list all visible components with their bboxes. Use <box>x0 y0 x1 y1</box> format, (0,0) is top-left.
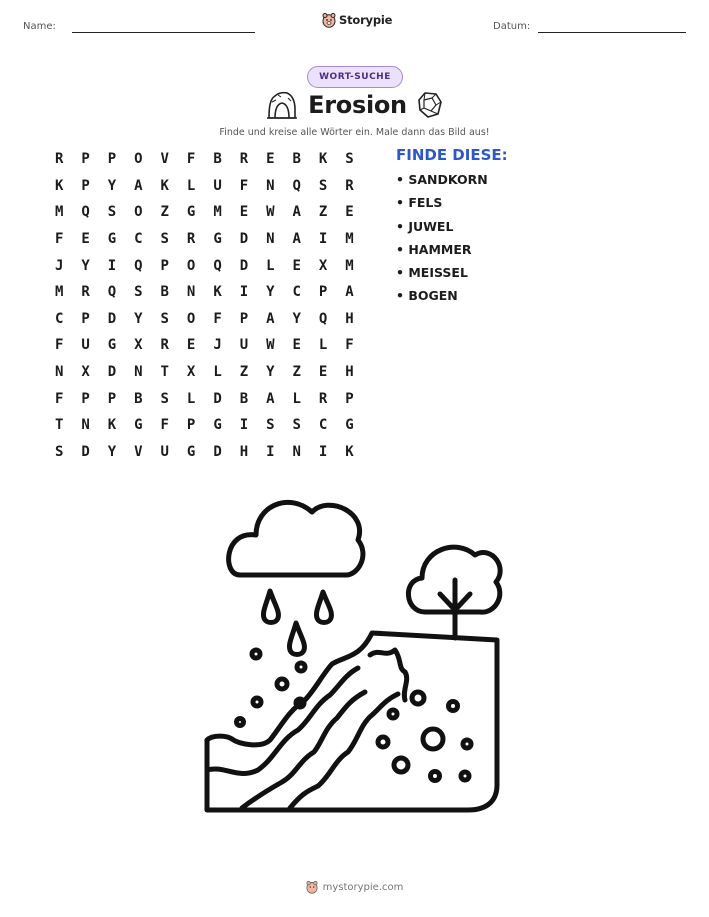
grid-letter[interactable]: D <box>107 364 117 381</box>
grid-letter[interactable]: B <box>160 284 169 301</box>
grid-letter[interactable]: R <box>160 337 169 354</box>
cloud-shape <box>229 502 363 575</box>
grid-letter[interactable]: F <box>239 177 249 194</box>
grid-letter[interactable]: L <box>213 364 222 381</box>
rock-arch-icon <box>266 90 298 120</box>
grid-letter[interactable]: W <box>266 337 275 354</box>
grid-letter[interactable]: I <box>239 284 249 301</box>
footer <box>0 880 709 894</box>
grid-letter[interactable]: P <box>81 177 90 194</box>
grid-letter[interactable]: D <box>213 443 222 460</box>
grid-letter[interactable]: N <box>292 443 301 460</box>
grid-letter[interactable]: B <box>213 151 222 168</box>
grid-letter[interactable]: H <box>345 364 354 381</box>
grid-letter[interactable]: F <box>186 151 196 168</box>
grid-letter[interactable]: L <box>292 390 301 407</box>
grid-letter[interactable]: S <box>54 443 64 460</box>
grid-letter[interactable]: M <box>54 204 64 221</box>
grid-letter[interactable]: B <box>239 390 249 407</box>
grid-letter[interactable]: P <box>81 151 90 168</box>
find-title: FINDE DIESE: <box>396 146 508 164</box>
grid-letter[interactable]: Z <box>292 364 301 381</box>
word-search-tag: WORT-SUCHE <box>307 66 403 88</box>
word-item: • SANDKORN <box>396 172 488 187</box>
grid-letter[interactable]: E <box>292 257 301 274</box>
grid-letter[interactable]: M <box>345 257 354 274</box>
grid-letter[interactable]: F <box>54 390 64 407</box>
grid-letter[interactable]: E <box>292 337 301 354</box>
grid-letter[interactable]: D <box>107 310 117 327</box>
grid-letter[interactable]: G <box>134 417 143 434</box>
grid-letter[interactable]: C <box>292 284 301 301</box>
grid-letter[interactable]: A <box>266 390 275 407</box>
grid-letter[interactable]: P <box>107 390 117 407</box>
grid-letter[interactable]: N <box>134 364 143 381</box>
grid-letter[interactable]: Q <box>107 284 117 301</box>
grid-letter[interactable]: Q <box>213 257 222 274</box>
grid-letter[interactable]: F <box>54 231 64 248</box>
grid-letter[interactable]: M <box>345 231 354 248</box>
word-item: • JUWEL <box>396 218 454 234</box>
grid-letter[interactable]: G <box>107 337 117 354</box>
grid-letter[interactable]: E <box>266 151 275 168</box>
grid-letter[interactable]: Y <box>107 177 117 194</box>
brand-name: Storypie <box>339 13 393 27</box>
grid-letter[interactable]: N <box>81 417 90 434</box>
grid-letter[interactable]: G <box>186 204 196 221</box>
grid-letter[interactable]: C <box>134 231 143 248</box>
grid-letter[interactable]: D <box>213 390 222 407</box>
erosion-illustration[interactable] <box>200 492 510 822</box>
cliff-outline <box>207 633 497 810</box>
grid-letter[interactable]: P <box>81 390 90 407</box>
raindrop <box>316 592 331 623</box>
grid-letter[interactable]: Z <box>160 204 169 221</box>
grid-letter[interactable]: Y <box>107 443 117 460</box>
grid-letter[interactable]: X <box>186 364 196 381</box>
grid-letter[interactable]: O <box>134 204 143 221</box>
grid-letter[interactable]: F <box>54 337 64 354</box>
raindrop <box>289 623 304 655</box>
grid-letter[interactable]: A <box>134 177 143 194</box>
letter-grid <box>46 146 363 465</box>
grid-letter[interactable]: H <box>345 310 354 327</box>
grid-letter[interactable]: R <box>239 151 249 168</box>
grid-letter[interactable]: A <box>292 231 301 248</box>
grid-letter[interactable]: K <box>318 151 328 168</box>
grid-letter[interactable]: E <box>186 337 196 354</box>
grid-letter[interactable]: F <box>345 337 354 354</box>
grid-letter[interactable]: T <box>54 417 64 434</box>
word-item: • HAMMER <box>396 241 472 257</box>
grid-letter[interactable]: A <box>292 204 301 221</box>
grid-letter[interactable]: G <box>213 417 222 434</box>
grid-letter[interactable]: P <box>107 151 117 168</box>
grid-letter[interactable]: E <box>345 204 354 221</box>
grid-letter[interactable]: K <box>160 177 169 194</box>
grid-letter[interactable]: G <box>345 417 354 434</box>
grid-letter[interactable]: T <box>160 364 169 381</box>
grid-letter[interactable]: N <box>186 284 196 301</box>
grid-letter[interactable]: R <box>54 151 64 168</box>
grid-letter[interactable]: X <box>134 337 143 354</box>
grid-letter[interactable]: B <box>292 151 301 168</box>
grid-letter[interactable]: Q <box>81 204 90 221</box>
grid-letter[interactable]: I <box>239 417 249 434</box>
grid-letter[interactable]: K <box>213 284 222 301</box>
grid-letter[interactable]: B <box>134 390 143 407</box>
grid-letter[interactable]: R <box>186 231 196 248</box>
grid-letter[interactable]: Y <box>292 310 301 327</box>
name-line[interactable] <box>72 32 255 33</box>
word-item: • BOGEN <box>396 288 458 304</box>
grid-letter[interactable]: U <box>81 337 90 354</box>
grid-letter[interactable]: L <box>186 390 196 407</box>
storypie-mascot-icon <box>306 880 318 894</box>
grid-letter[interactable]: L <box>266 257 275 274</box>
grid-letter[interactable]: E <box>318 364 328 381</box>
cliff-crack <box>370 650 407 700</box>
grid-letter[interactable]: S <box>345 151 354 168</box>
grid-letter[interactable]: S <box>292 417 301 434</box>
grid-letter[interactable]: Y <box>266 284 275 301</box>
grid-letter[interactable]: F <box>160 417 169 434</box>
grid-letter[interactable]: K <box>107 417 117 434</box>
grid-letter[interactable]: R <box>345 177 354 194</box>
grid-letter[interactable]: I <box>266 443 275 460</box>
grid-letter[interactable]: S <box>134 284 143 301</box>
grid-letter[interactable]: P <box>318 284 328 301</box>
grid-letter[interactable]: L <box>318 337 328 354</box>
grid-letter[interactable]: Y <box>266 364 275 381</box>
tree-trunk <box>440 580 470 638</box>
page-title: Erosion <box>308 91 407 119</box>
grid-letter[interactable]: X <box>81 364 90 381</box>
grid-letter[interactable]: P <box>186 417 196 434</box>
brand-logo <box>322 12 392 28</box>
word-item: • MEISSEL <box>396 265 468 281</box>
grid-letter[interactable]: P <box>81 310 90 327</box>
grid-letter[interactable]: W <box>266 204 275 221</box>
grid-letter[interactable]: J <box>54 257 64 274</box>
grid-letter[interactable]: Q <box>292 177 301 194</box>
grid-letter[interactable]: C <box>54 310 64 327</box>
name-label: Name: <box>23 21 56 32</box>
grid-letter[interactable]: U <box>213 177 222 194</box>
grid-letter[interactable]: Z <box>239 364 249 381</box>
grid-letter[interactable]: R <box>318 390 328 407</box>
grid-letter[interactable]: K <box>54 177 64 194</box>
grid-letter[interactable]: R <box>81 284 90 301</box>
grid-letter[interactable]: Z <box>318 204 328 221</box>
grid-letter[interactable]: X <box>318 257 328 274</box>
grid-letter[interactable]: G <box>213 231 222 248</box>
grid-letter[interactable]: G <box>186 443 196 460</box>
grid-letter[interactable]: M <box>54 284 64 301</box>
word-item: • FELS <box>396 195 443 211</box>
grid-letter[interactable]: D <box>239 257 249 274</box>
grid-letter[interactable]: A <box>345 284 354 301</box>
grid-letter[interactable]: P <box>239 310 249 327</box>
grid-letter[interactable]: Y <box>134 310 143 327</box>
grid-letter[interactable]: V <box>160 151 169 168</box>
grid-letter[interactable]: S <box>160 231 169 248</box>
grid-letter[interactable]: G <box>107 231 117 248</box>
grid-letter[interactable]: V <box>134 443 143 460</box>
grid-letter[interactable]: Y <box>81 257 90 274</box>
grid-letter[interactable]: H <box>239 443 249 460</box>
instructions: Finde und kreise alle Wörter ein. Male dann das Bild aus! <box>219 127 490 138</box>
grid-letter[interactable]: A <box>266 310 275 327</box>
grid-letter[interactable]: C <box>318 417 328 434</box>
grid-letter[interactable]: O <box>134 151 143 168</box>
date-label: Datum: <box>493 21 531 32</box>
grid-letter[interactable]: I <box>318 231 328 248</box>
grid-letter[interactable]: P <box>345 390 354 407</box>
grid-letter[interactable]: D <box>239 231 249 248</box>
grid-letter[interactable]: D <box>81 443 90 460</box>
grid-letter[interactable]: I <box>107 257 117 274</box>
grid-letter[interactable]: S <box>107 204 117 221</box>
grid-letter[interactable]: K <box>345 443 354 460</box>
grid-letter[interactable]: O <box>186 257 196 274</box>
grid-letter[interactable]: N <box>266 231 275 248</box>
grid-letter[interactable]: S <box>318 177 328 194</box>
grid-letter[interactable]: O <box>186 310 196 327</box>
grid-letter[interactable]: U <box>239 337 249 354</box>
raindrop <box>263 591 278 623</box>
grid-letter[interactable]: S <box>160 310 169 327</box>
grid-letter[interactable]: L <box>186 177 196 194</box>
grid-letter[interactable]: Q <box>318 310 328 327</box>
grid-letter[interactable]: E <box>239 204 249 221</box>
title-row <box>0 90 709 120</box>
grid-letter[interactable]: E <box>81 231 90 248</box>
word-list <box>396 172 488 312</box>
grid-letter[interactable]: Q <box>134 257 143 274</box>
grid-letter[interactable]: N <box>266 177 275 194</box>
storypie-mascot-icon <box>322 12 336 28</box>
date-line[interactable] <box>538 32 686 33</box>
grid-letter[interactable]: S <box>160 390 169 407</box>
grid-letter[interactable]: J <box>213 337 222 354</box>
grid-letter[interactable]: P <box>160 257 169 274</box>
gem-icon <box>417 91 443 119</box>
grid-letter[interactable]: U <box>160 443 169 460</box>
grid-letter[interactable]: S <box>266 417 275 434</box>
footer-url[interactable]: mystorypie.com <box>322 881 404 893</box>
grid-letter[interactable]: F <box>213 310 222 327</box>
grid-letter[interactable]: M <box>213 204 222 221</box>
grid-letter[interactable]: N <box>54 364 64 381</box>
grid-letter[interactable]: I <box>318 443 328 460</box>
